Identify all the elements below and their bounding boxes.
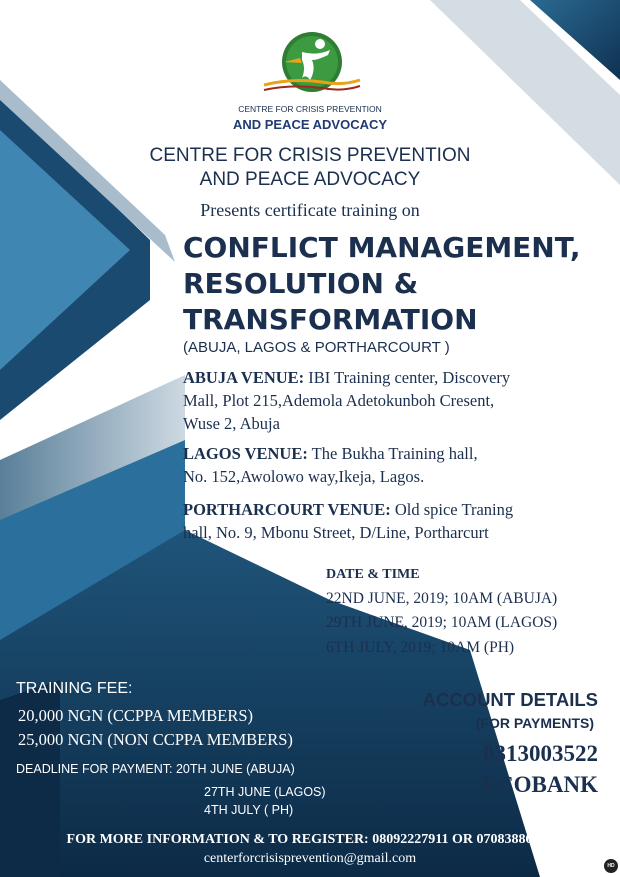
lagos-venue-line2: No. 152,Awolowo way,Ikeja, Lagos. <box>183 467 425 486</box>
date-item-ph: 6TH JULY, 2019; 10AM (PH) <box>326 639 515 656</box>
portharcourt-venue <box>183 498 608 544</box>
account-bank: ECOBANK <box>481 772 598 797</box>
abuja-venue <box>183 366 608 435</box>
logo-icon <box>262 30 362 100</box>
account-heading: ACCOUNT DETAILS <box>422 689 598 710</box>
deadline-abuja: DEADLINE FOR PAYMENT: 20TH JUNE (ABUJA) <box>16 762 295 776</box>
training-fee-heading: TRAINING FEE: <box>16 680 133 697</box>
title-line1: CONFLICT MANAGEMENT, <box>183 231 581 264</box>
abuja-venue-line2: Mall, Plot 215,Ademola Adetokunboh Cresent, <box>183 391 495 410</box>
footer-info: FOR MORE INFORMATION & TO REGISTER: 08092227911 OR 07083886662 <box>66 832 554 847</box>
deadline-lagos: 27TH JUNE (LAGOS) <box>204 785 326 799</box>
footer-email: centerforcrisisprevention@gmail.com <box>203 851 417 866</box>
presents-text: Presents certificate training on <box>200 200 420 220</box>
lagos-venue <box>183 442 608 488</box>
fee-members: 20,000 NGN (CCPPA MEMBERS) <box>18 706 254 725</box>
hd-badge: HD <box>607 863 615 869</box>
account-number: 0313003522 <box>483 741 598 766</box>
portharcourt-venue-line2: hall, No. 9, Mbonu Street, D/Line, Portharcurt <box>183 523 489 542</box>
portharcourt-venue-line1: Old spice Traning <box>390 500 514 519</box>
abuja-venue-line3: Wuse 2, Abuja <box>183 414 280 433</box>
abuja-venue-line1: IBI Training center, Discovery <box>304 368 511 387</box>
lagos-venue-label: LAGOS VENUE: <box>183 444 308 463</box>
logo-small-tagline: AND PEACE ADVOCACY <box>232 117 388 132</box>
logo-small-name: CENTRE FOR CRISIS PREVENTION <box>238 104 382 114</box>
date-item-abuja: 22ND JUNE, 2019; 10AM (ABUJA) <box>326 590 558 607</box>
org-name-line2: AND PEACE ADVOCACY <box>199 169 421 190</box>
account-subheading: (FOR PAYMENTS) <box>475 715 594 731</box>
title-line3: TRANSFORMATION <box>183 303 478 336</box>
org-name-line1: CENTRE FOR CRISIS PREVENTION <box>149 145 471 166</box>
date-time-heading: DATE & TIME <box>326 567 420 582</box>
title-line2: RESOLUTION & <box>183 267 419 300</box>
lagos-venue-line1: The Bukha Training hall, <box>307 444 478 463</box>
title-locations: (ABUJA, LAGOS & PORTHARCOURT ) <box>183 339 450 356</box>
deadline-ph: 4TH JULY ( PH) <box>204 803 294 817</box>
fee-non-members: 25,000 NGN (NON CCPPA MEMBERS) <box>18 730 293 749</box>
abuja-venue-label: ABUJA VENUE: <box>183 368 305 387</box>
portharcourt-venue-label: PORTHARCOURT VENUE: <box>183 500 391 519</box>
date-item-lagos: 29TH JUNE, 2019; 10AM (LAGOS) <box>326 614 558 631</box>
